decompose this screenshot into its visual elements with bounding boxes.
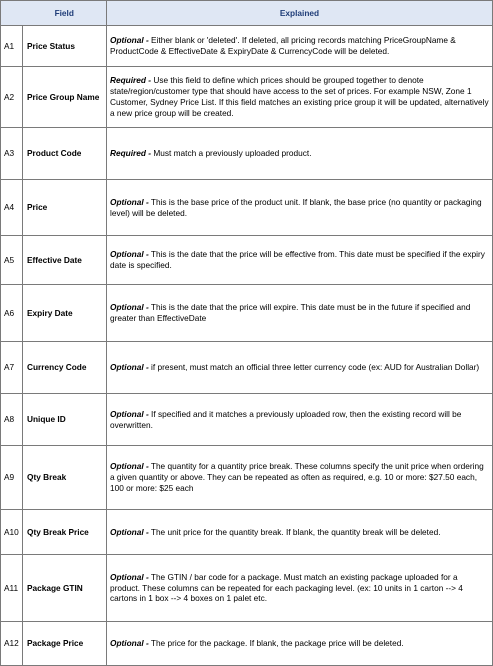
description-text: This is the base price of the product unit. If blank, the base price (no quantity or packaging level) will be deleted. (110, 196, 482, 218)
description-text: The GTIN / bar code for a package. Must match an existing package uploaded for a product. These columns can be repeated for each packaging level. (ex: 10 units in 1 carton --> 4 cartons in 1 box --> 4 boxes on 1 palet etc. (110, 571, 463, 604)
field-name: Price Status (23, 26, 107, 67)
field-code: A11 (1, 555, 23, 622)
field-code: A5 (1, 236, 23, 285)
field-name: Package Price (23, 622, 107, 666)
table-row (1, 67, 493, 128)
field-code: A1 (1, 26, 23, 67)
description-text: Must match a previously uploaded product. (151, 148, 312, 159)
requirement-label: Optional - (110, 302, 149, 313)
description-text: This is the date that the price will expire. This date must be in the future if specified and greater than EffectiveDate (110, 302, 471, 323)
table-row (1, 236, 493, 285)
field-description (107, 26, 493, 67)
field-description (107, 622, 493, 666)
table-row (1, 394, 493, 446)
field-name: Qty Break Price (23, 510, 107, 555)
field-description (107, 394, 493, 446)
requirement-label: Optional - (110, 196, 149, 207)
requirement-label: Optional - (110, 35, 149, 46)
field-code: A6 (1, 285, 23, 342)
field-name: Product Code (23, 128, 107, 180)
field-code: A3 (1, 128, 23, 180)
table-row (1, 446, 493, 510)
requirement-label: Optional - (110, 362, 149, 373)
requirement-label: Optional - (110, 408, 149, 419)
field-description (107, 446, 493, 510)
field-name: Package GTIN (23, 555, 107, 622)
field-code: A2 (1, 67, 23, 128)
field-code: A12 (1, 622, 23, 666)
description-text: The price for the package. If blank, the package price will be deleted. (148, 638, 404, 649)
field-description (107, 236, 493, 285)
field-code: A10 (1, 510, 23, 555)
table-row (1, 285, 493, 342)
code-column-header (1, 1, 23, 26)
table-row (1, 510, 493, 555)
table-row (1, 622, 493, 666)
table-row (1, 128, 493, 180)
field-name: Expiry Date (23, 285, 107, 342)
description-text: Use this field to define which prices should be grouped together to denote state/region/customer type that should have access to the set of prices. For example NSW, Zone 1 Customer, Sydney Price List. If this field matches an existing price group it will be updated, alternatively a new price group will be created. (110, 75, 489, 118)
description-text: if present, must match an official three letter currency code (ex: AUD for Australian Dollar) (148, 362, 480, 373)
field-description (107, 67, 493, 128)
field-code: A4 (1, 180, 23, 236)
field-name: Currency Code (23, 342, 107, 394)
description-text: Either blank or 'deleted'. If deleted, all pricing records matching PriceGroupName & ProductCode & EffectiveDate & ExpiryDate & CurrencyCode will be deleted. (110, 35, 456, 56)
field-description (107, 180, 493, 236)
field-description (107, 555, 493, 622)
field-code: A7 (1, 342, 23, 394)
field-description (107, 285, 493, 342)
description-text: The quantity for a quantity price break. These columns specify the unit price when ordering a given quantity or above. They can be repeated as often as required, e.g. 10 or more: $27.50 each, 100 or more: $25 each (110, 461, 484, 493)
field-name: Price Group Name (23, 67, 107, 128)
description-text: This is the date that the price will be effective from. This date must be specified if the expiry date is specified. (110, 249, 485, 270)
requirement-label: Optional - (110, 526, 149, 537)
field-name: Unique ID (23, 394, 107, 446)
table-row (1, 180, 493, 236)
field-name: Effective Date (23, 236, 107, 285)
table-header-row (1, 1, 493, 26)
field-name: Qty Break (23, 446, 107, 510)
description-text: The unit price for the quantity break. If blank, the quantity break will be deleted. (148, 526, 441, 537)
field-description (107, 510, 493, 555)
table-row (1, 555, 493, 622)
field-code: A9 (1, 446, 23, 510)
requirement-label: Optional - (110, 571, 149, 582)
field-code: A8 (1, 394, 23, 446)
field-description (107, 342, 493, 394)
description-text: If specified and it matches a previously uploaded row, then the existing record will be overwritten. (110, 408, 462, 430)
requirement-label: Optional - (110, 249, 149, 260)
field-column-header: Field (23, 1, 107, 26)
field-description (107, 128, 493, 180)
requirement-label: Required - (110, 148, 152, 159)
explained-column-header: Explained (107, 1, 493, 26)
table-row (1, 26, 493, 67)
requirement-label: Optional - (110, 638, 149, 649)
field-name: Price (23, 180, 107, 236)
requirement-label: Required - (110, 75, 152, 86)
requirement-label: Optional - (110, 461, 149, 472)
table-row (1, 342, 493, 394)
